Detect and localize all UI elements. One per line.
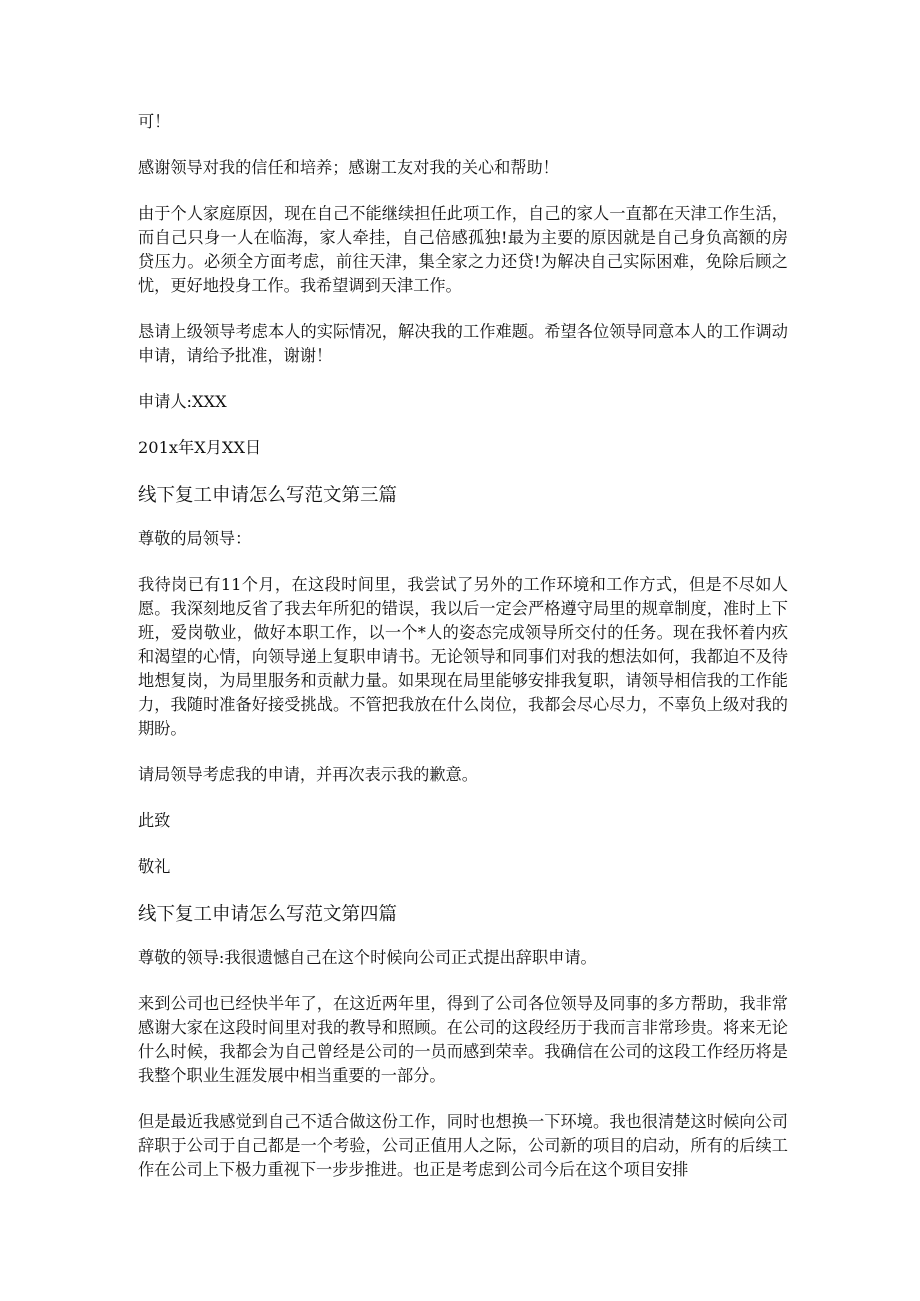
paragraph-fourth-body-1: 来到公司也已经快半年了，在这近两年里，得到了公司各位领导及同事的多方帮助，我非常感谢大家在这段时间里对我的教导和照顾。在公司的这段经历于我而言非常珍贵。将来无论什么时候，我都会为自己曾经是公司的一员而感到荣幸。我确信在公司的这段工作经历将是我整个职业生涯发展中相当重要的一部分。 [138, 994, 788, 1085]
paragraph-third-apology: 请局领导考虑我的申请，并再次表示我的歉意。 [138, 765, 478, 784]
salutation-third: 尊敬的局领导： [138, 529, 252, 548]
paragraph-reason: 由于个人家庭原因，现在自己不能继续担任此项工作，自己的家人一直都在天津工作生活，而自己只身一人在临海，家人牵挂，自己倍感孤独!最为主要的原因就是自己身负高额的房贷压力。必须全方面考虑，前往天津，集全家之力还贷!为解决自己实际困难，免除后顾之忧，更好地投身工作。我希望调到天津工作。 [138, 204, 788, 295]
paragraph-thanks: 感谢领导对我的信任和培养；感谢工友对我的关心和帮助！ [138, 158, 559, 177]
signature-date: 201x年X月XX日 [138, 438, 262, 457]
paragraph-request: 恳请上级领导考虑本人的实际情况，解决我的工作难题。希望各位领导同意本人的工作调动申请，请给予批准，谢谢！ [138, 322, 788, 365]
paragraph-third-body: 我待岗已有11个月，在这段时间里，我尝试了另外的工作环境和工作方式，但是不尽如人愿。我深刻地反省了我去年所犯的错误，我以后一定会严格遵守局里的规章制度，准时上下班，爱岗敬业，做好本职工作，以一个*人的姿态完成领导所交付的任务。现在我怀着内疚和渴望的心情，向领导递上复职申请书。无论领导和同事们对我的想法如何，我都迫不及待地想复岗，为局里服务和贡献力量。如果现在局里能够安排我复职，请领导相信我的工作能力，我随时准备好接受挑战。不管把我放在什么岗位，我都会尽心尽力，不辜负上级对我的期盼。 [138, 575, 788, 738]
salutation-fourth: 尊敬的领导:我很遗憾自己在这个时候向公司正式提出辞职申请。 [138, 948, 597, 967]
document-page [138, 110, 788, 1204]
closing-jingli: 敬礼 [138, 857, 171, 876]
paragraph-closing-fragment: 可！ [138, 112, 171, 131]
closing-cizhi: 此致 [138, 811, 171, 830]
paragraph-fourth-body-2: 但是最近我感觉到自己不适合做这份工作，同时也想换一下环境。我也很清楚这时候向公司辞职于公司于自己都是一个考验，公司正值用人之际，公司新的项目的启动，所有的后续工作在公司上下极力重视下一步步推进。也正是考虑到公司今后在这个项目安排 [138, 1112, 788, 1179]
signature-applicant: 申请人:XXX [138, 392, 227, 411]
section-heading-third: 线下复工申请怎么写范文第三篇 [138, 485, 398, 506]
section-heading-fourth: 线下复工申请怎么写范文第四篇 [138, 904, 398, 925]
